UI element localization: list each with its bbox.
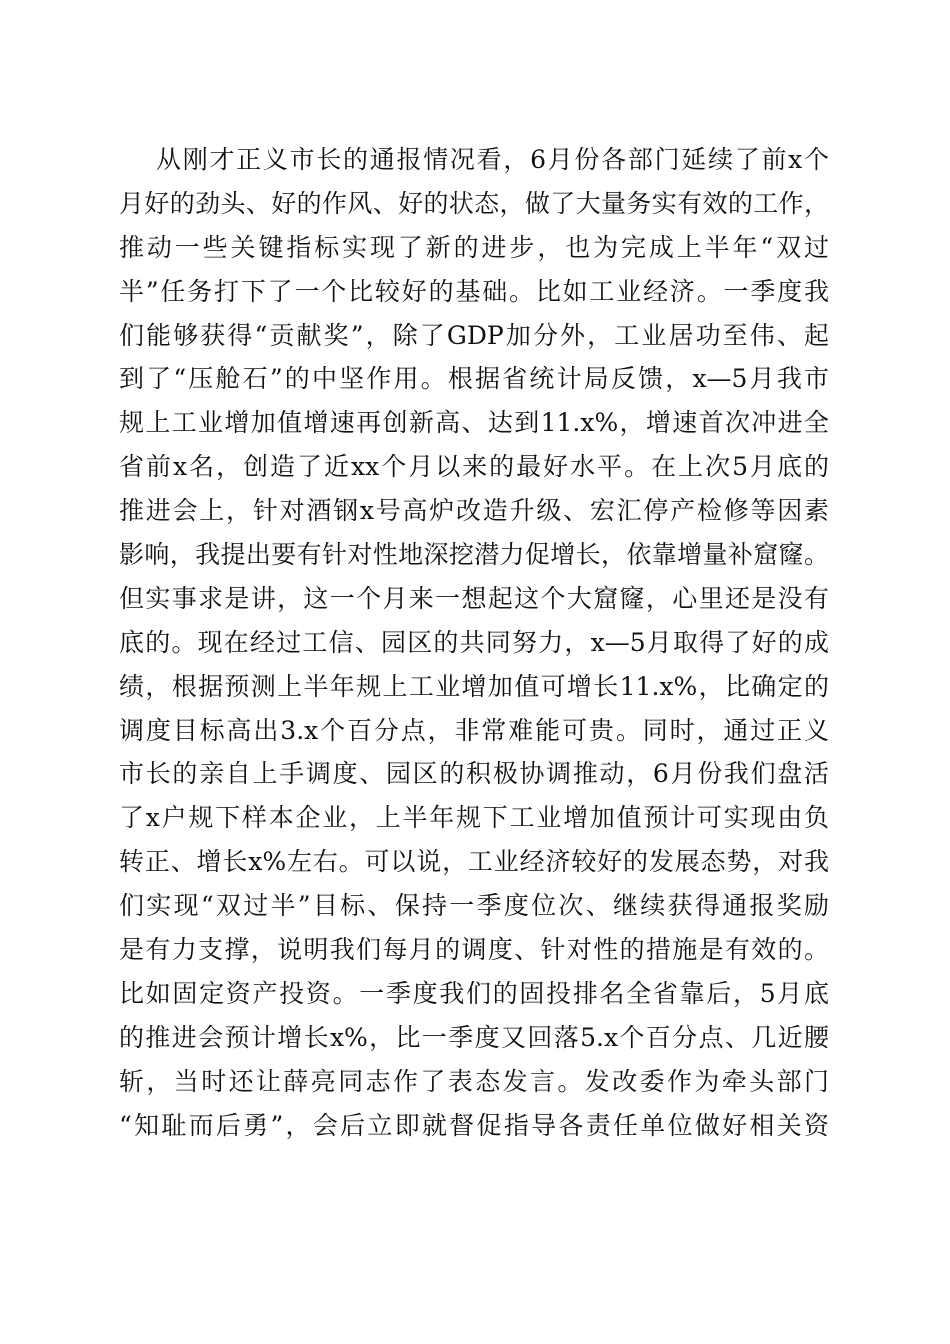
text-line: 月好的劲头、好的作风、好的状态，做了大量务实有效的工作， — [119, 188, 829, 218]
text-line: 影响，我提出要有针对性地深挖潜力促增长，依靠增量补窟窿。 — [119, 540, 829, 570]
text-line: 们能够获得“贡献奖”，除了GDP加分外，工业居功至伟、起 — [119, 320, 829, 350]
text-line: 推进会上，针对酒钢x号高炉改造升级、宏汇停产检修等因素 — [119, 496, 829, 526]
text-line: 市长的亲自上手调度、园区的积极协调推动，6月份我们盘活 — [119, 759, 829, 789]
text-line: 的推进会预计增长x%，比一季度又回落5.x个百分点、几近腰 — [119, 1022, 829, 1052]
text-line: 推动一些关键指标实现了新的进步，也为完成上半年“双过 — [119, 232, 829, 262]
text-line: 省前x名，创造了近xx个月以来的最好水平。在上次5月底的 — [119, 452, 829, 482]
text-line: 是有力支撑，说明我们每月的调度、针对性的措施是有效的。 — [119, 935, 829, 965]
text-line: 半”任务打下了一个比较好的基础。比如工业经济。一季度我 — [119, 276, 829, 306]
body-paragraph — [119, 138, 829, 1147]
text-line: 们实现“双过半”目标、保持一季度位次、继续获得通报奖励 — [119, 891, 829, 921]
text-line: 规上工业增加值增速再创新高、达到11.x%，增速首次冲进全 — [119, 408, 829, 438]
text-line: 底的。现在经过工信、园区的共同努力，x—5月取得了好的成 — [119, 627, 829, 657]
text-line: 到了“压舱石”的中坚作用。根据省统计局反馈，x—5月我市 — [119, 364, 829, 394]
text-line: 从刚才正义市长的通报情况看，6月份各部门延续了前x个 — [156, 145, 829, 174]
text-line: 调度目标高出3.x个百分点，非常难能可贵。同时，通过正义 — [119, 715, 829, 745]
text-line: 转正、增长x%左右。可以说，工业经济较好的发展态势，对我 — [119, 847, 829, 877]
text-line: 比如固定资产投资。一季度我们的固投排名全省靠后，5月底 — [119, 978, 829, 1008]
text-line: 但实事求是讲，这一个月来一想起这个大窟窿，心里还是没有 — [119, 583, 829, 613]
text-line: “知耻而后勇”，会后立即就督促指导各责任单位做好相关资 — [119, 1110, 829, 1140]
text-line: 斩，当时还让薛亮同志作了表态发言。发改委作为牵头部门 — [119, 1066, 829, 1096]
text-line: 绩，根据预测上半年规上工业增加值可增长11.x%，比确定的 — [119, 671, 829, 701]
text-line: 了x户规下样本企业，上半年规下工业增加值预计可实现由负 — [119, 803, 829, 833]
